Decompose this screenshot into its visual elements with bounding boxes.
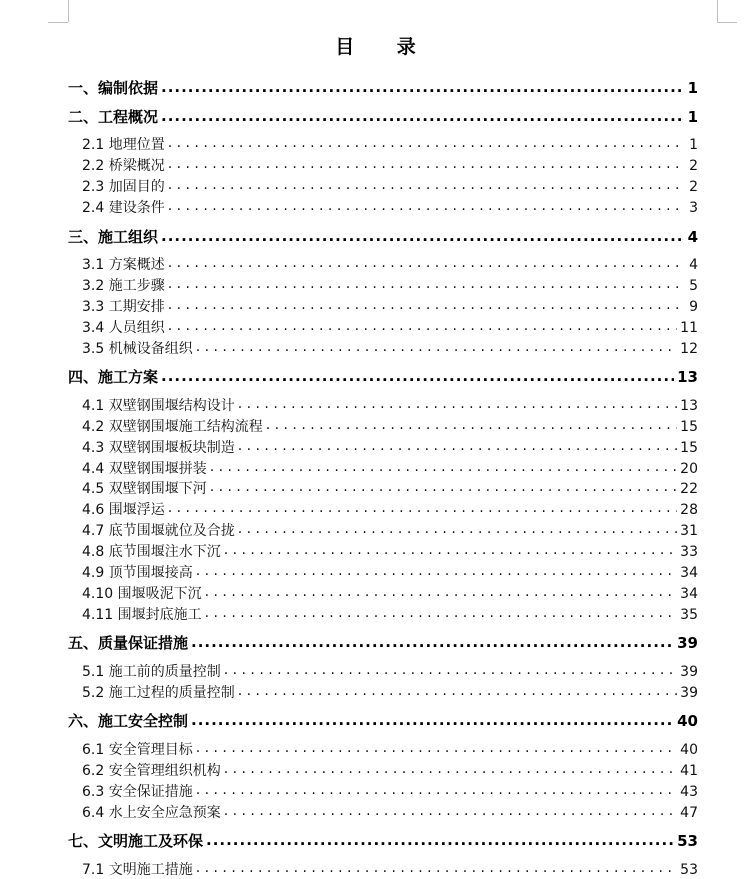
- toc-section-entry[interactable]: [82, 760, 698, 780]
- toc-entry-label: 三、施工组织: [68, 228, 159, 246]
- toc-dot-leader: [168, 500, 677, 514]
- toc-section-entry[interactable]: [82, 458, 698, 478]
- toc-dot-leader: [168, 297, 683, 311]
- toc-chapter-entry[interactable]: [68, 710, 698, 731]
- toc-dot-leader: [161, 78, 683, 93]
- toc-dot-leader: [161, 107, 683, 122]
- toc-section-entry[interactable]: [82, 859, 698, 879]
- toc-section-entry[interactable]: [82, 275, 698, 295]
- toc-chapter-entry[interactable]: [68, 366, 698, 387]
- toc-page-number: 34: [680, 586, 698, 602]
- toc-page-number: 43: [680, 784, 698, 800]
- toc-entry-label: 3.2 施工步骤: [82, 278, 165, 294]
- toc-entry-label: 6.4 水上安全应急预案: [82, 805, 221, 821]
- toc-section-entry[interactable]: [82, 583, 698, 603]
- toc-entry-label: 4.7 底节围堰就位及合拢: [82, 523, 235, 539]
- toc-dot-leader: [206, 831, 674, 846]
- toc-page-number: 39: [680, 685, 698, 701]
- toc-dot-leader: [168, 177, 683, 191]
- toc-section-entry[interactable]: [82, 197, 698, 217]
- toc-page-number: 1: [689, 137, 698, 153]
- toc-page-number: 13: [680, 398, 698, 414]
- toc-entry-label: 四、施工方案: [68, 368, 159, 386]
- toc-chapter-entry[interactable]: [68, 106, 698, 127]
- toc-dot-leader: [196, 782, 677, 796]
- toc-entry-label: 3.3 工期安排: [82, 299, 165, 315]
- toc-section-entry[interactable]: [82, 802, 698, 822]
- toc-page-number: 31: [680, 523, 698, 539]
- toc-entry-label: 2.4 建设条件: [82, 200, 165, 216]
- toc-chapter-entry[interactable]: [68, 830, 698, 851]
- toc-entry-label: 二、工程概况: [68, 108, 159, 126]
- toc-dot-leader: [210, 459, 677, 473]
- toc-page-number: 2: [689, 158, 698, 174]
- toc-page-number: 39: [677, 634, 698, 652]
- toc-dot-leader: [238, 438, 677, 452]
- toc-section-entry[interactable]: [82, 604, 698, 624]
- toc-section-entry[interactable]: [82, 478, 698, 498]
- toc-page-number: 53: [680, 862, 698, 878]
- toc-page-number: 34: [680, 565, 698, 581]
- toc-section-entry[interactable]: [82, 254, 698, 274]
- toc-entry-label: 五、质量保证措施: [68, 634, 189, 652]
- toc-page-number: 13: [677, 368, 698, 386]
- toc-entry-label: 5.1 施工前的质量控制: [82, 664, 221, 680]
- toc-entry-label: 4.9 顶节围堰接高: [82, 565, 193, 581]
- toc-chapter-entry[interactable]: [68, 632, 698, 653]
- toc-entry-label: 4.1 双壁钢围堰结构设计: [82, 398, 235, 414]
- toc-dot-leader: [161, 227, 683, 242]
- toc-entry-label: 2.1 地理位置: [82, 137, 165, 153]
- toc-page-number: 3: [689, 200, 698, 216]
- toc-entry-label: 3.4 人员组织: [82, 320, 165, 336]
- toc-section-entry[interactable]: [82, 739, 698, 759]
- page-corner-mark-left: [68, 0, 69, 22]
- toc-section-entry[interactable]: [82, 661, 698, 681]
- toc-dot-leader: [161, 367, 674, 382]
- toc-entry-label: 2.2 桥梁概况: [82, 158, 165, 174]
- toc-dot-leader: [224, 761, 677, 775]
- toc-page-number: 1: [687, 79, 698, 97]
- toc-dot-leader: [196, 563, 677, 577]
- toc-section-entry[interactable]: [82, 781, 698, 801]
- toc-entry-label: 6.3 安全保证措施: [82, 784, 193, 800]
- toc-section-entry[interactable]: [82, 338, 698, 358]
- toc-entry-label: 4.5 双壁钢围堰下河: [82, 481, 207, 497]
- toc-dot-leader: [266, 417, 677, 431]
- toc-entry-label: 2.3 加固目的: [82, 179, 165, 195]
- toc-dot-leader: [168, 135, 683, 149]
- toc-page-number: 9: [689, 299, 698, 315]
- toc-section-entry[interactable]: [82, 317, 698, 337]
- toc-page-number: 39: [680, 664, 698, 680]
- toc-dot-leader: [210, 479, 677, 493]
- toc-page-number: 4: [689, 257, 698, 273]
- toc-page-number: 15: [680, 440, 698, 456]
- toc-entry-label: 4.10 围堰吸泥下沉: [82, 586, 202, 602]
- page-corner-mark-right: [717, 0, 718, 22]
- toc-section-entry[interactable]: [82, 541, 698, 561]
- toc-section-entry[interactable]: [82, 682, 698, 702]
- toc-section-entry[interactable]: [82, 520, 698, 540]
- toc-page-number: 28: [680, 502, 698, 518]
- toc-page-number: 40: [677, 712, 698, 730]
- toc-entry-label: 4.4 双壁钢围堰拼装: [82, 461, 207, 477]
- toc-section-entry[interactable]: [82, 134, 698, 154]
- toc-dot-leader: [238, 521, 677, 535]
- toc-entry-label: 4.6 围堰浮运: [82, 502, 165, 518]
- toc-page-number: 40: [680, 742, 698, 758]
- toc-dot-leader: [205, 605, 678, 619]
- toc-entry-label: 4.3 双壁钢围堰板块制造: [82, 440, 235, 456]
- toc-entry-label: 六、施工安全控制: [68, 712, 189, 730]
- toc-dot-leader: [224, 662, 677, 676]
- toc-page-number: 4: [687, 228, 698, 246]
- toc-entry-label: 一、编制依据: [68, 79, 159, 97]
- toc-section-entry[interactable]: [82, 437, 698, 457]
- toc-section-entry[interactable]: [82, 416, 698, 436]
- toc-entry-label: 3.1 方案概述: [82, 257, 165, 273]
- page-corner-mark-left-horizontal: [48, 22, 68, 23]
- page-corner-mark-right-horizontal: [717, 22, 737, 23]
- toc-dot-leader: [196, 339, 677, 353]
- toc-dot-leader: [168, 156, 683, 170]
- toc-page-number: 53: [677, 832, 698, 850]
- toc-dot-leader: [168, 198, 683, 212]
- toc-entry-label: 4.2 双壁钢围堰施工结构流程: [82, 419, 263, 435]
- toc-dot-leader: [168, 255, 683, 269]
- toc-entry-label: 4.11 围堰封底施工: [82, 607, 202, 623]
- toc-section-entry[interactable]: [82, 155, 698, 175]
- toc-entry-label: 七、文明施工及环保: [68, 832, 204, 850]
- toc-dot-leader: [168, 276, 683, 290]
- toc-dot-leader: [191, 711, 674, 726]
- toc-dot-leader: [238, 396, 677, 410]
- toc-page-number: 20: [680, 461, 698, 477]
- toc-page-number: 11: [680, 320, 698, 336]
- toc-dot-leader: [191, 633, 674, 648]
- toc-section-entry[interactable]: [82, 499, 698, 519]
- toc-page-number: 5: [689, 278, 698, 294]
- toc-chapter-entry[interactable]: [68, 226, 698, 247]
- toc-section-entry[interactable]: [82, 395, 698, 415]
- toc-title: 目 录: [335, 36, 434, 58]
- toc-dot-leader: [224, 803, 677, 817]
- toc-section-entry[interactable]: [82, 176, 698, 196]
- toc-entry-label: 6.2 安全管理组织机构: [82, 763, 221, 779]
- toc-entry-label: 5.2 施工过程的质量控制: [82, 685, 235, 701]
- toc-dot-leader: [168, 318, 677, 332]
- toc-dot-leader: [196, 740, 677, 754]
- toc-page-number: 1: [687, 108, 698, 126]
- toc-page-number: 12: [680, 341, 698, 357]
- toc-entry-label: 6.1 安全管理目标: [82, 742, 193, 758]
- toc-entry-label: 3.5 机械设备组织: [82, 341, 193, 357]
- toc-page-number: 41: [680, 763, 698, 779]
- toc-page-number: 47: [680, 805, 698, 821]
- toc-dot-leader: [205, 584, 678, 598]
- toc-section-entry[interactable]: [82, 562, 698, 582]
- toc-page-number: 35: [680, 607, 698, 623]
- toc-chapter-entry[interactable]: [68, 77, 698, 98]
- toc-entry-label: 4.8 底节围堰注水下沉: [82, 544, 221, 560]
- toc-dot-leader: [224, 542, 677, 556]
- toc-page-number: 15: [680, 419, 698, 435]
- toc-dot-leader: [196, 860, 677, 874]
- toc-page-number: 2: [689, 179, 698, 195]
- toc-entry-label: 7.1 文明施工措施: [82, 862, 193, 878]
- toc-page-number: 33: [680, 544, 698, 560]
- toc-section-entry[interactable]: [82, 296, 698, 316]
- toc-page-number: 22: [680, 481, 698, 497]
- toc-dot-leader: [238, 683, 677, 697]
